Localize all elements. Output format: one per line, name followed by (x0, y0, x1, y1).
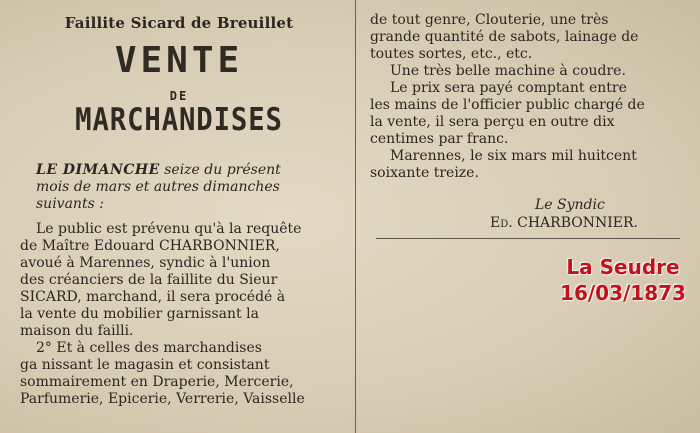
body-line: soixante treize. (370, 165, 479, 181)
right-column (370, 0, 686, 433)
title-marchandises: MARCHANDISES (75, 102, 283, 138)
title-de: DE (169, 89, 189, 103)
section-rule (376, 238, 680, 239)
body-line: centimes par franc. (370, 131, 509, 147)
body-line: 2° Et à celles des marchandises (36, 340, 262, 356)
column-divider (355, 0, 356, 433)
left-body-text (20, 221, 338, 408)
body-line: maison du failli. (20, 323, 134, 339)
intro-line-1 (20, 162, 338, 179)
body-line: les mains de l'officier public chargé de (370, 97, 645, 113)
body-line: de tout genre, Clouterie, une très (370, 12, 609, 28)
intro-lead: LE DIMANCHE (36, 162, 160, 178)
intro-rest: seize du présent (164, 162, 281, 178)
source-annotation (560, 254, 686, 306)
right-body-text (370, 12, 686, 182)
syndic-label: Le Syndic (535, 197, 605, 213)
body-line: Le public est prévenu qu'à la requête (36, 221, 302, 237)
source-date: 16/03/1873 (560, 281, 686, 305)
body-line: grande quantité de sabots, lainage de (370, 29, 639, 45)
notice-header: Faillite Sicard de Breuillet (64, 14, 294, 32)
body-line: la vente du mobilier garnissant la (20, 306, 259, 322)
intro-line-2: mois de mars et autres dimanches (36, 179, 280, 195)
left-column (20, 0, 338, 433)
body-line: des créanciers de la faillite du Sieur (20, 272, 278, 288)
body-line: de Maître Edouard CHARBONNIER, (20, 238, 280, 254)
body-line: avoué à Marennes, syndic à l'union (20, 255, 271, 271)
body-line: Une très belle machine à coudre. (390, 63, 626, 79)
body-line: sommairement en Draperie, Mercerie, (20, 374, 294, 390)
signature-block (370, 196, 686, 232)
syndic-name: Ed. CHARBONNIER. (490, 215, 638, 231)
body-line: la vente, il sera perçu en outre dix (370, 114, 615, 130)
body-line: Le prix sera payé comptant entre (390, 80, 627, 96)
source-newspaper: La Seudre (566, 255, 680, 279)
body-line: Parfumerie, Epicerie, Verrerie, Vaisselle (20, 391, 305, 407)
body-line: toutes sortes, etc., etc. (370, 46, 533, 62)
title-vente: VENTE (114, 40, 244, 81)
body-line: ga nissant le magasin et consistant (20, 357, 270, 373)
intro-paragraph (20, 162, 338, 213)
intro-line-3: suivants : (36, 196, 104, 212)
body-line: Marennes, le six mars mil huitcent (390, 148, 637, 164)
body-line: SICARD, marchand, il sera procédé à (20, 289, 286, 305)
